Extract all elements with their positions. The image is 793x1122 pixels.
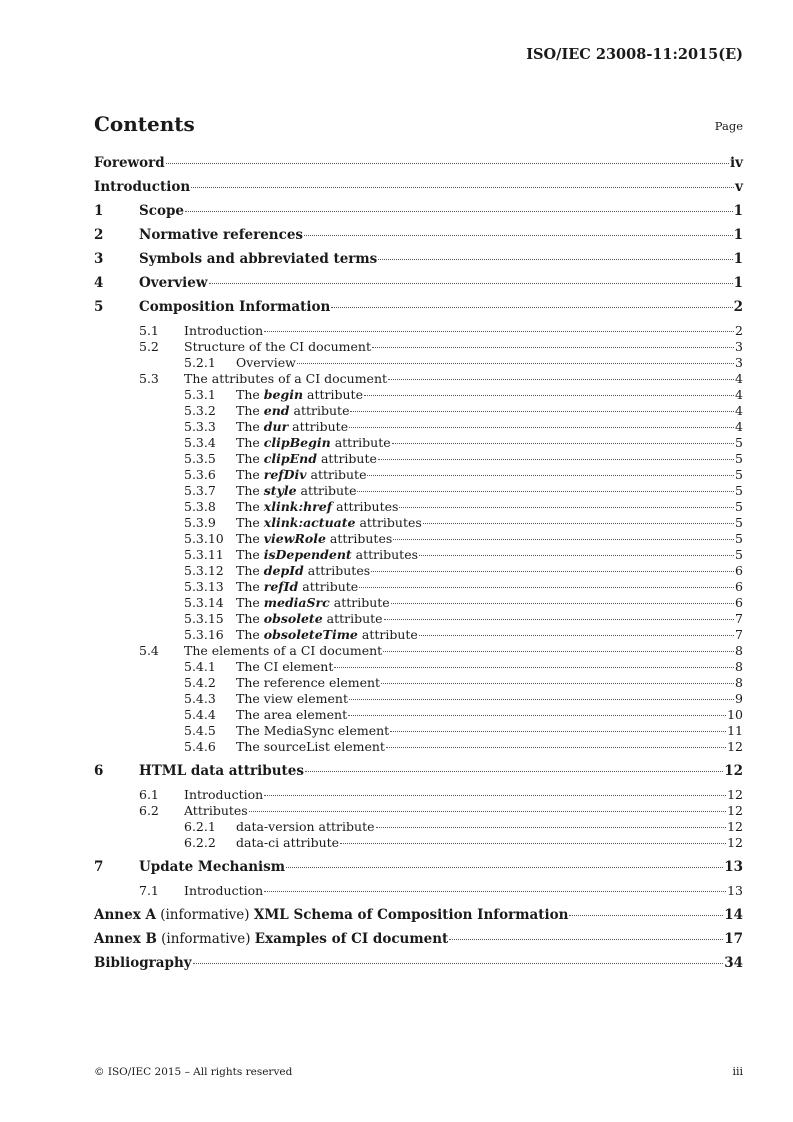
toc-entry[interactable] — [94, 515, 743, 531]
toc-entry[interactable] — [94, 723, 743, 739]
toc-leader-dots — [359, 587, 734, 588]
toc-entry-title: The reference element — [236, 675, 381, 690]
toc-entry-number: 5.3.5 — [184, 451, 216, 466]
toc-entry-number: 5.3 — [139, 371, 159, 386]
toc-entry[interactable] — [94, 499, 743, 515]
toc-entry-title: Overview — [139, 275, 208, 291]
toc-entry-title: The viewRole attributes — [236, 531, 393, 546]
toc-leader-dots — [209, 283, 733, 284]
toc-entry-title: The attributes of a CI document — [184, 371, 388, 386]
toc-entry-title: The mediaSrc attribute — [236, 595, 390, 610]
toc-entry-number: 6 — [94, 763, 104, 779]
toc-entry-page: 4 — [735, 387, 743, 402]
toc-entry-number: 5.4.1 — [184, 659, 216, 674]
toc-entry-number: 4 — [94, 275, 104, 291]
toc-entry[interactable] — [94, 627, 743, 643]
toc-entry-title: The refDiv attribute — [236, 467, 367, 482]
toc-entry-page: 17 — [724, 931, 743, 947]
toc-entry[interactable] — [94, 707, 743, 723]
footer-copyright: © ISO/IEC 2015 – All rights reserved — [94, 1066, 293, 1078]
toc-entry-title: Introduction — [184, 787, 264, 802]
toc-leader-dots — [334, 667, 734, 668]
toc-leader-dots — [371, 571, 734, 572]
toc-entry-number: 5.3.1 — [184, 387, 216, 402]
toc-entry[interactable] — [94, 387, 743, 403]
toc-entry-number: 5.3.11 — [184, 547, 224, 562]
toc-entry[interactable] — [94, 419, 743, 435]
toc-entry-page: 8 — [735, 675, 743, 690]
toc-leader-dots — [386, 747, 726, 748]
toc-leader-dots — [419, 555, 734, 556]
toc-entry[interactable] — [94, 907, 743, 931]
toc-entry-title: The xlink:href attributes — [236, 499, 399, 514]
toc-entry[interactable] — [94, 227, 743, 251]
toc-entry-page: 6 — [735, 563, 743, 578]
toc-entry[interactable] — [94, 579, 743, 595]
toc-entry-title: The MediaSync element — [236, 723, 390, 738]
toc-leader-dots — [264, 795, 726, 796]
contents-heading: Contents — [94, 112, 195, 136]
toc-entry[interactable] — [94, 179, 743, 203]
toc-entry-number: 5.3.14 — [184, 595, 224, 610]
toc-entry-number: 5.3.12 — [184, 563, 224, 578]
toc-entry-title: data-ci attribute — [236, 835, 340, 850]
toc-leader-dots — [349, 427, 734, 428]
toc-entry-number: 5.3.7 — [184, 483, 216, 498]
toc-entry[interactable] — [94, 643, 743, 659]
toc-entry-page: 1 — [733, 227, 743, 243]
toc-leader-dots — [423, 523, 734, 524]
toc-leader-dots — [393, 539, 734, 540]
toc-leader-dots — [331, 307, 732, 308]
toc-entry[interactable] — [94, 739, 743, 755]
toc-entry[interactable] — [94, 203, 743, 227]
toc-entry-title: Bibliography — [94, 955, 192, 971]
footer-page-number: iii — [732, 1065, 743, 1078]
toc-entry[interactable] — [94, 547, 743, 563]
toc-entry-number: 5.1 — [139, 323, 159, 338]
toc-entry[interactable] — [94, 467, 743, 483]
toc-entry-number: 5.3.13 — [184, 579, 224, 594]
toc-entry-title: The sourceList element — [236, 739, 385, 754]
toc-entry-page: 1 — [733, 251, 743, 267]
toc-entry-page: 3 — [735, 339, 743, 354]
toc-entry[interactable] — [94, 451, 743, 467]
toc-leader-dots — [384, 619, 734, 620]
toc-entry-title: The area element — [236, 707, 348, 722]
toc-entry-page: 4 — [735, 419, 743, 434]
toc-entry-page: 13 — [727, 883, 743, 898]
toc-entry-title: Annex B (informative) Examples of CI document — [94, 931, 449, 947]
toc-entry[interactable] — [94, 355, 743, 371]
toc-leader-dots — [399, 507, 734, 508]
toc-leader-dots — [378, 259, 732, 260]
document-id: ISO/IEC 23008-11:2015(E) — [526, 46, 743, 63]
toc-leader-dots — [249, 811, 726, 812]
toc-entry-title: The depId attributes — [236, 563, 371, 578]
toc-entry-title: data-version attribute — [236, 819, 375, 834]
toc-entry[interactable] — [94, 819, 743, 835]
toc-leader-dots — [372, 347, 734, 348]
toc-entry-number: 5.4 — [139, 643, 159, 658]
toc-entry-number: 5.3.9 — [184, 515, 216, 530]
toc-entry-title: The isDependent attributes — [236, 547, 419, 562]
toc-leader-dots — [297, 363, 734, 364]
toc-entry[interactable] — [94, 955, 743, 979]
toc-entry-title: Structure of the CI document — [184, 339, 371, 354]
toc-entry-title: The view element — [236, 691, 349, 706]
toc-leader-dots — [378, 459, 734, 460]
toc-leader-dots — [419, 635, 734, 636]
toc-leader-dots — [305, 771, 723, 772]
toc-leader-dots — [388, 379, 734, 380]
toc-leader-dots — [185, 211, 733, 212]
toc-entry[interactable] — [94, 299, 743, 323]
toc-entry-number: 5.2 — [139, 339, 159, 354]
toc-entry-page: 12 — [727, 835, 743, 850]
toc-entry[interactable] — [94, 339, 743, 355]
toc-entry-page: 12 — [727, 803, 743, 818]
toc-entry-title: Update Mechanism — [139, 859, 286, 875]
toc-entry-page: 5 — [735, 435, 743, 450]
toc-entry-title: The style attribute — [236, 483, 357, 498]
toc-entry-title: The clipBegin attribute — [236, 435, 391, 450]
toc-entry-page: 7 — [735, 627, 743, 642]
toc-entry-page: 8 — [735, 659, 743, 674]
toc-entry-page: 9 — [735, 691, 743, 706]
toc-entry-page: 5 — [735, 467, 743, 482]
toc-entry[interactable] — [94, 611, 743, 627]
toc-entry[interactable] — [94, 323, 743, 339]
toc-leader-dots — [264, 891, 726, 892]
toc-leader-dots — [392, 443, 734, 444]
toc-entry-title: Composition Information — [139, 299, 331, 315]
toc-entry[interactable] — [94, 595, 743, 611]
toc-entry-title: Annex A (informative) XML Schema of Composition Information — [94, 907, 569, 923]
toc-entry-number: 1 — [94, 203, 104, 219]
toc-entry-number: 5.3.8 — [184, 499, 216, 514]
toc-entry-page: 2 — [735, 323, 743, 338]
toc-entry-page: 4 — [735, 403, 743, 418]
toc-entry-title: The xlink:actuate attributes — [236, 515, 422, 530]
toc-entry-title: The refId attribute — [236, 579, 359, 594]
toc-entry-page: 6 — [735, 579, 743, 594]
toc-entry[interactable] — [94, 803, 743, 819]
toc-entry-title: Scope — [139, 203, 185, 219]
toc-leader-dots — [449, 939, 723, 940]
toc-leader-dots — [350, 411, 734, 412]
toc-entry-number: 5.3.3 — [184, 419, 216, 434]
toc-entry-page: 5 — [735, 515, 743, 530]
toc-entry-page: 8 — [735, 643, 743, 658]
toc-entry-page: 5 — [735, 451, 743, 466]
toc-entry[interactable] — [94, 675, 743, 691]
toc-entry-number: 6.2.2 — [184, 835, 216, 850]
toc-entry-page: 12 — [727, 739, 743, 754]
toc-entry-page: 12 — [724, 763, 743, 779]
toc-entry-title: Attributes — [184, 803, 248, 818]
toc-entry-page: 11 — [727, 723, 743, 738]
toc-entry-page: v — [735, 179, 743, 195]
toc-entry-number: 5.3.4 — [184, 435, 216, 450]
toc-entry-page: 6 — [735, 595, 743, 610]
toc-entry-number: 5.3.15 — [184, 611, 224, 626]
toc-entry-number: 7 — [94, 859, 104, 875]
toc-leader-dots — [349, 699, 734, 700]
toc-entry-title: The CI element — [236, 659, 334, 674]
toc-entry[interactable] — [94, 563, 743, 579]
toc-entry-number: 3 — [94, 251, 104, 267]
toc-leader-dots — [286, 867, 723, 868]
toc-entry[interactable] — [94, 763, 743, 787]
toc-entry-title: The begin attribute — [236, 387, 363, 402]
toc-entry-number: 6.2 — [139, 803, 159, 818]
toc-entry-page: 3 — [735, 355, 743, 370]
toc-entry-number: 5.3.10 — [184, 531, 224, 546]
toc-leader-dots — [569, 915, 723, 916]
toc-entry[interactable] — [94, 931, 743, 955]
toc-leader-dots — [381, 683, 734, 684]
toc-entry-number: 5.4.2 — [184, 675, 216, 690]
toc-entry-title: The obsoleteTime attribute — [236, 627, 418, 642]
toc-leader-dots — [376, 827, 727, 828]
toc-entry-number: 5.4.3 — [184, 691, 216, 706]
toc-entry-page: 5 — [735, 483, 743, 498]
toc-entry-page: 2 — [733, 299, 743, 315]
toc-leader-dots — [357, 491, 734, 492]
toc-entry-title: HTML data attributes — [139, 763, 304, 779]
toc-entry-page: iv — [730, 155, 743, 171]
toc-entry[interactable] — [94, 659, 743, 675]
toc-leader-dots — [193, 963, 724, 964]
toc-entry-page: 34 — [724, 955, 743, 971]
toc-entry[interactable] — [94, 435, 743, 451]
toc-entry[interactable] — [94, 531, 743, 547]
toc-entry-page: 5 — [735, 531, 743, 546]
toc-entry[interactable] — [94, 883, 743, 899]
toc-leader-dots — [391, 603, 734, 604]
toc-entry-title: Foreword — [94, 155, 165, 171]
toc-entry[interactable] — [94, 371, 743, 387]
toc-entry[interactable] — [94, 835, 743, 851]
toc-entry-page: 1 — [733, 275, 743, 291]
toc-entry-page: 1 — [733, 203, 743, 219]
toc-entry-page: 5 — [735, 499, 743, 514]
toc-entry-page: 7 — [735, 611, 743, 626]
toc-entry[interactable] — [94, 251, 743, 275]
toc-leader-dots — [166, 163, 729, 164]
toc-entry-page: 10 — [727, 707, 743, 722]
toc-leader-dots — [383, 651, 734, 652]
toc-entry-number: 6.1 — [139, 787, 159, 802]
toc-entry-title: Introduction — [94, 179, 191, 195]
toc-entry-number: 7.1 — [139, 883, 159, 898]
toc-entry[interactable] — [94, 691, 743, 707]
toc-leader-dots — [364, 395, 734, 396]
toc-entry-page: 4 — [735, 371, 743, 386]
toc-entry-title: The end attribute — [236, 403, 350, 418]
toc-leader-dots — [264, 331, 734, 332]
toc-entry-title: The clipEnd attribute — [236, 451, 377, 466]
toc-leader-dots — [390, 731, 726, 732]
toc-entry-page: 12 — [727, 787, 743, 802]
toc-entry-title: Introduction — [184, 323, 264, 338]
toc-leader-dots — [191, 187, 734, 188]
toc-entry-number: 5.4.4 — [184, 707, 216, 722]
toc-entry-page: 12 — [727, 819, 743, 834]
toc-entry-title: The elements of a CI document — [184, 643, 383, 658]
toc-entry-title: Introduction — [184, 883, 264, 898]
table-of-contents — [94, 155, 743, 979]
toc-entry-page: 14 — [724, 907, 743, 923]
toc-entry-page: 5 — [735, 547, 743, 562]
toc-leader-dots — [340, 843, 726, 844]
toc-entry-title: Symbols and abbreviated terms — [139, 251, 378, 267]
toc-entry-number: 5.2.1 — [184, 355, 216, 370]
toc-leader-dots — [304, 235, 733, 236]
toc-entry-number: 6.2.1 — [184, 819, 216, 834]
toc-entry-number: 5.4.5 — [184, 723, 216, 738]
toc-leader-dots — [348, 715, 726, 716]
toc-entry-title: The dur attribute — [236, 419, 349, 434]
toc-entry-page: 13 — [724, 859, 743, 875]
toc-entry-number: 5.3.16 — [184, 627, 224, 642]
toc-entry[interactable] — [94, 155, 743, 179]
page-column-label: Page — [714, 119, 743, 133]
toc-entry[interactable] — [94, 403, 743, 419]
toc-entry-title: Normative references — [139, 227, 304, 243]
toc-entry[interactable] — [94, 859, 743, 883]
toc-entry[interactable] — [94, 787, 743, 803]
toc-leader-dots — [367, 475, 734, 476]
toc-entry-title: Overview — [236, 355, 296, 370]
toc-entry-number: 5.3.2 — [184, 403, 216, 418]
toc-entry-number: 2 — [94, 227, 104, 243]
toc-entry[interactable] — [94, 275, 743, 299]
toc-entry-number: 5.4.6 — [184, 739, 216, 754]
toc-entry-number: 5 — [94, 299, 104, 315]
toc-entry[interactable] — [94, 483, 743, 499]
toc-entry-number: 5.3.6 — [184, 467, 216, 482]
toc-entry-title: The obsolete attribute — [236, 611, 383, 626]
